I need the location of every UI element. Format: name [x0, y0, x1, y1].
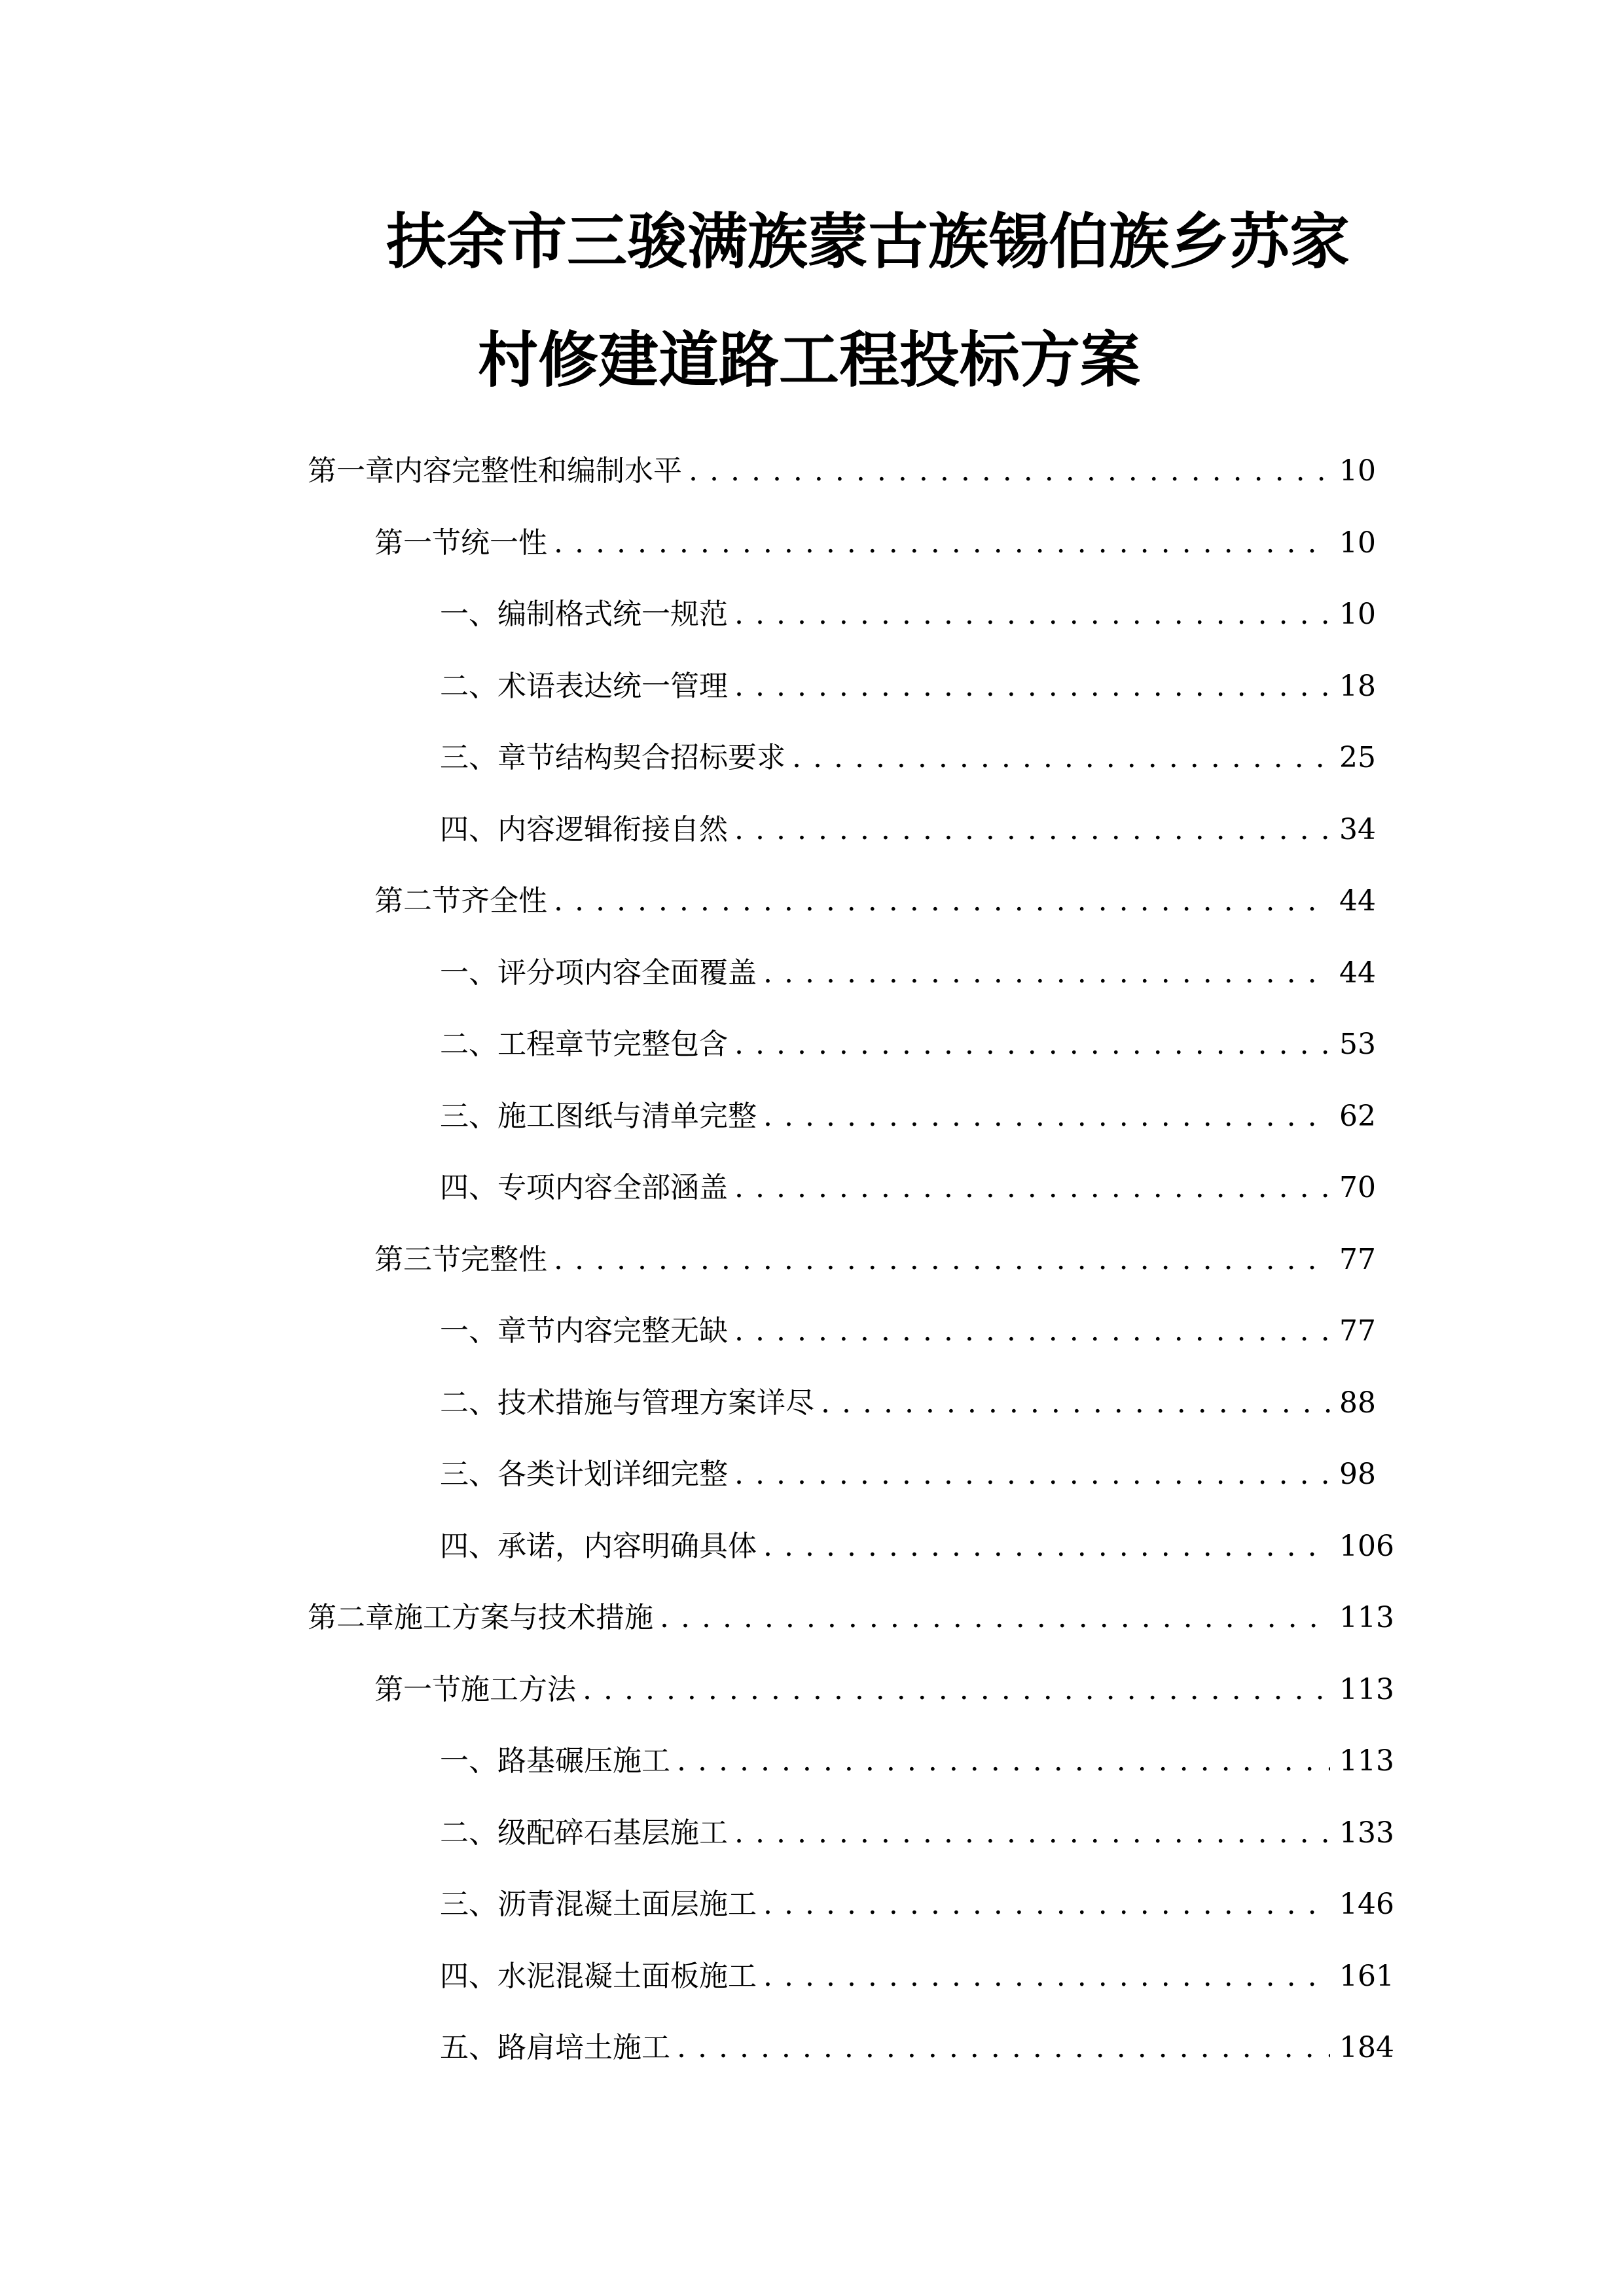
toc-entry[interactable] — [440, 1025, 1376, 1064]
toc-dot-leader — [677, 2028, 1330, 2068]
toc-dot-leader — [734, 810, 1330, 850]
toc-dot-leader — [734, 1814, 1330, 1853]
toc-entry[interactable] — [440, 1168, 1376, 1208]
toc-entry-number: 第三节 — [374, 1242, 461, 1276]
toc-entry-number: 四、 — [440, 1529, 497, 1563]
toc-entry-label: 水泥混凝土面板施工 — [497, 1959, 757, 1993]
toc-entry[interactable] — [440, 1097, 1376, 1136]
toc-entry-label: 内容完整性和编制水平 — [394, 454, 682, 488]
toc-dot-leader — [554, 524, 1330, 563]
toc-entry-number: 二、 — [440, 1028, 497, 1061]
toc-entry-number: 第一节 — [374, 1672, 461, 1706]
toc-dot-leader — [583, 1670, 1330, 1710]
toc-dot-leader — [763, 1527, 1330, 1566]
toc-dot-leader — [554, 882, 1330, 921]
toc-dot-leader — [660, 1598, 1330, 1638]
toc-entry-number: 一、 — [440, 956, 497, 990]
toc-entry-label: 工程章节完整包含 — [497, 1028, 728, 1061]
toc-entry[interactable] — [440, 738, 1376, 778]
toc-entry-page-number: 146 — [1339, 1888, 1394, 1921]
toc-entry-label: 统一性 — [461, 526, 547, 560]
toc-entry-label: 编制格式统一规范 — [497, 598, 728, 631]
toc-entry-label: 专项内容全部涵盖 — [497, 1171, 728, 1204]
toc-dot-leader — [734, 1168, 1330, 1208]
toc-entry-number: 第一章 — [308, 454, 394, 488]
toc-entry[interactable] — [440, 954, 1376, 993]
toc-entry-page-number: 10 — [1339, 598, 1376, 631]
toc-entry-label: 承诺，内容明确具体 — [497, 1529, 757, 1563]
toc-entry-label: 施工图纸与清单完整 — [497, 1099, 757, 1133]
toc-entry[interactable] — [440, 667, 1376, 706]
toc-dot-leader — [734, 595, 1330, 634]
toc-entry-label: 路肩培土施工 — [497, 2031, 670, 2064]
document-title-line-2: 村修建道路工程投标方案 — [478, 325, 1141, 395]
toc-dot-leader — [677, 1742, 1330, 1781]
toc-entry-number: 三、 — [440, 1888, 497, 1921]
toc-entry-number: 第二节 — [374, 884, 461, 918]
toc-dot-leader — [821, 1384, 1330, 1423]
toc-entry-label: 术语表达统一管理 — [497, 669, 728, 703]
toc-entry[interactable] — [440, 810, 1376, 850]
toc-entry[interactable] — [308, 1598, 1394, 1638]
toc-entry-number: 四、 — [440, 1171, 497, 1204]
toc-entry-page-number: 88 — [1339, 1386, 1376, 1420]
toc-dot-leader — [763, 954, 1330, 993]
toc-entry-number: 二、 — [440, 1386, 497, 1420]
toc-entry-page-number: 70 — [1339, 1171, 1376, 1204]
toc-entry-label: 路基碾压施工 — [497, 1744, 670, 1778]
toc-entry-label: 内容逻辑衔接自然 — [497, 812, 728, 846]
toc-entry-number: 四、 — [440, 812, 497, 846]
toc-entry-label: 沥青混凝土面层施工 — [497, 1888, 757, 1921]
toc-entry[interactable] — [440, 1814, 1394, 1853]
toc-dot-leader — [763, 1885, 1330, 1924]
toc-entry[interactable] — [374, 1670, 1394, 1710]
toc-entry-label: 级配碎石基层施工 — [497, 1816, 728, 1850]
toc-entry-label: 各类计划详细完整 — [497, 1458, 728, 1491]
toc-entry-label: 施工方法 — [461, 1672, 576, 1706]
toc-entry[interactable] — [440, 595, 1376, 634]
toc-entry-number: 一、 — [440, 1314, 497, 1348]
toc-entry-number: 五、 — [440, 2031, 497, 2064]
toc-entry-number: 二、 — [440, 1816, 497, 1850]
toc-entry-page-number: 184 — [1339, 2031, 1394, 2064]
toc-entry[interactable] — [440, 1527, 1394, 1566]
toc-entry[interactable] — [374, 524, 1376, 563]
toc-entry[interactable] — [440, 2028, 1394, 2068]
toc-entry-page-number: 161 — [1339, 1959, 1394, 1993]
toc-entry-page-number: 98 — [1339, 1458, 1376, 1491]
toc-entry-number: 三、 — [440, 1099, 497, 1133]
toc-dot-leader — [792, 738, 1330, 778]
toc-entry-number: 第二章 — [308, 1601, 394, 1634]
toc-dot-leader — [689, 452, 1330, 491]
toc-entry[interactable] — [374, 1240, 1376, 1280]
toc-entry-page-number: 62 — [1339, 1099, 1376, 1133]
toc-entry[interactable] — [440, 1957, 1394, 1996]
toc-entry-page-number: 53 — [1339, 1028, 1376, 1061]
toc-entry[interactable] — [374, 882, 1376, 921]
toc-entry-page-number: 18 — [1339, 669, 1376, 703]
toc-entry-page-number: 77 — [1339, 1314, 1376, 1348]
toc-entry-number: 第一节 — [374, 526, 461, 560]
toc-entry[interactable] — [440, 1885, 1394, 1924]
toc-entry-page-number: 77 — [1339, 1242, 1376, 1276]
toc-entry-page-number: 10 — [1339, 454, 1376, 488]
toc-dot-leader — [734, 1025, 1330, 1064]
toc-entry-label: 齐全性 — [461, 884, 547, 918]
toc-entry[interactable] — [440, 1742, 1394, 1781]
toc-entry-page-number: 44 — [1339, 956, 1376, 990]
toc-dot-leader — [763, 1957, 1330, 1996]
toc-entry-number: 一、 — [440, 598, 497, 631]
toc-entry-page-number: 113 — [1339, 1601, 1394, 1634]
toc-entry[interactable] — [440, 1312, 1376, 1351]
toc-entry-label: 章节内容完整无缺 — [497, 1314, 728, 1348]
toc-entry-label: 章节结构契合招标要求 — [497, 741, 785, 774]
toc-entry-number: 三、 — [440, 741, 497, 774]
toc-dot-leader — [763, 1097, 1330, 1136]
toc-dot-leader — [554, 1240, 1330, 1280]
toc-dot-leader — [734, 667, 1330, 706]
toc-entry[interactable] — [440, 1384, 1376, 1423]
toc-entry-page-number: 25 — [1339, 741, 1376, 774]
toc-entry-page-number: 34 — [1339, 812, 1376, 846]
toc-entry-label: 施工方案与技术措施 — [394, 1601, 653, 1634]
toc-entry[interactable] — [308, 452, 1376, 491]
toc-entry-label: 评分项内容全面覆盖 — [497, 956, 757, 990]
toc-entry-page-number: 133 — [1339, 1816, 1394, 1850]
toc-entry[interactable] — [440, 1455, 1376, 1494]
toc-entry-number: 一、 — [440, 1744, 497, 1778]
toc-dot-leader — [734, 1312, 1330, 1351]
toc-entry-number: 四、 — [440, 1959, 497, 1993]
toc-entry-label: 技术措施与管理方案详尽 — [497, 1386, 814, 1420]
toc-entry-page-number: 106 — [1339, 1529, 1394, 1563]
document-title-line-1: 扶余市三骏满族蒙古族锡伯族乡苏家 — [386, 207, 1350, 277]
toc-entry-page-number: 44 — [1339, 884, 1376, 918]
toc-entry-label: 完整性 — [461, 1242, 547, 1276]
toc-entry-page-number: 113 — [1339, 1672, 1394, 1706]
toc-entry-number: 三、 — [440, 1458, 497, 1491]
toc-entry-page-number: 10 — [1339, 526, 1376, 560]
toc-entry-number: 二、 — [440, 669, 497, 703]
toc-entry-page-number: 113 — [1339, 1744, 1394, 1778]
toc-dot-leader — [734, 1455, 1330, 1494]
